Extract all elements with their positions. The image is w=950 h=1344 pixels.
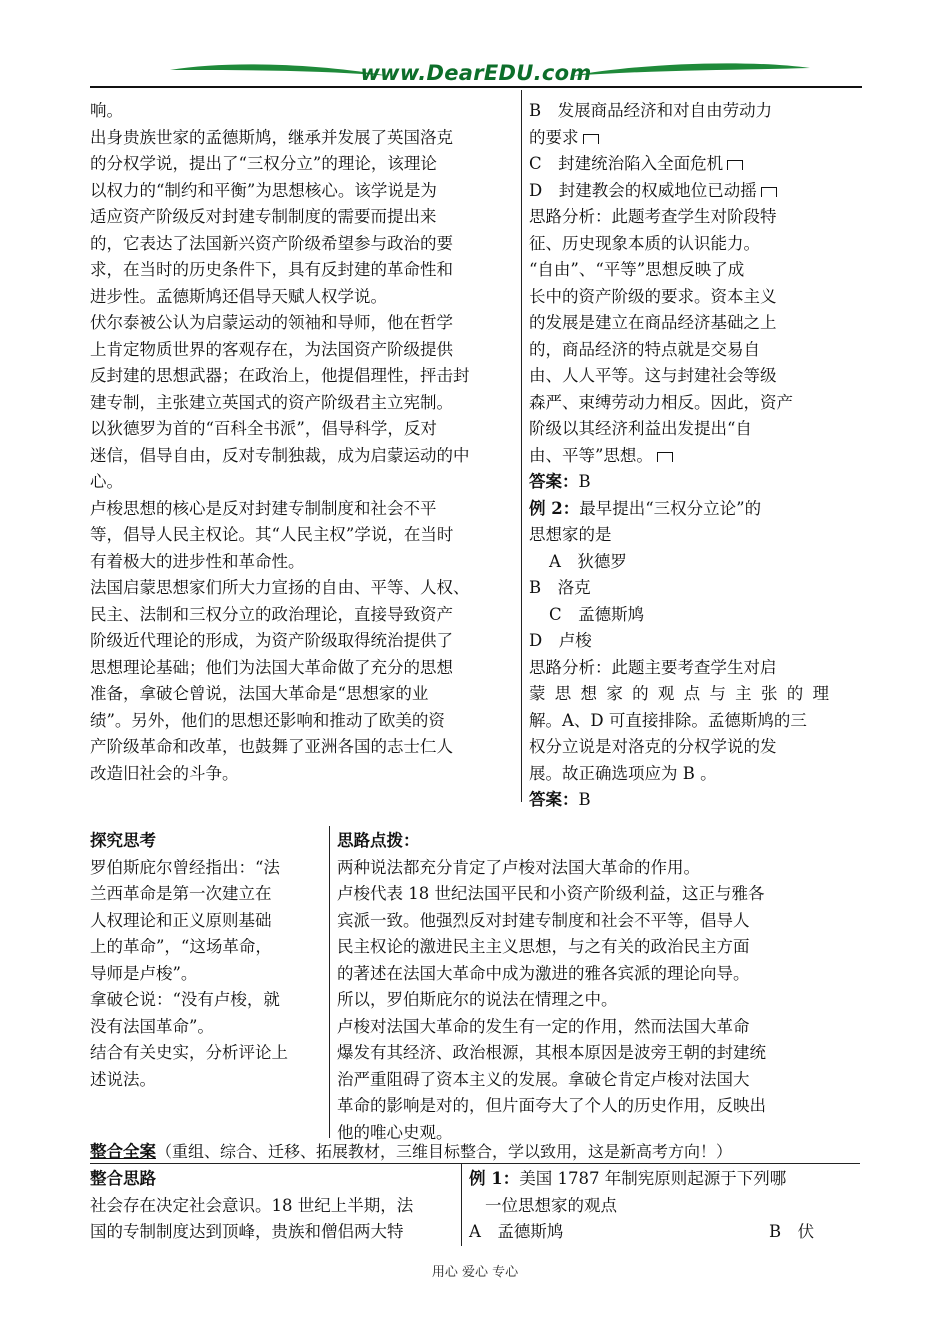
analysis-line: 的发展是建立在商品经济基础之上 — [529, 313, 777, 332]
left-line: 准备，拿破仑曾说，法国大革命是“思想家的业 — [90, 684, 429, 703]
answer-bracket-icon — [761, 187, 777, 197]
example-2-label: 例 2： — [529, 498, 580, 518]
answer-label: 答案： — [529, 472, 579, 491]
page-header — [90, 56, 862, 90]
explore-column-divider — [329, 826, 330, 1138]
example-2-question: 最早提出“三权分立论”的 — [579, 498, 762, 518]
right-column — [529, 98, 829, 814]
left-column — [90, 98, 514, 787]
ex2-option-a: A 狄德罗 — [549, 551, 627, 571]
integrate-left-line: 国的专制制度达到顶峰，贵族和僧侣两大特 — [90, 1222, 404, 1241]
hint-line: 的著述在法国大革命中成为激进的雅各宾派的理论向导。 — [337, 963, 750, 983]
integrate-left-line: 社会存在决定社会意识。18 世纪上半期，法 — [90, 1195, 414, 1215]
analysis-line: “自由”、“平等”思想反映了成 — [529, 260, 745, 279]
left-line: 求，在当时的历史条件下，具有反封建的革命性和 — [90, 260, 453, 279]
integrate-header — [90, 1139, 860, 1166]
left-line: 的，它表达了法国新兴资产阶级希望参与政治的要 — [90, 233, 453, 253]
left-line: 伏尔泰被公认为启蒙运动的领袖和导师，他在哲学 — [90, 313, 453, 332]
integrate-rule — [90, 1163, 860, 1164]
left-line: 阶级近代理论的形成，为资产阶级取得统治提供了 — [90, 631, 453, 650]
header-rule — [90, 86, 862, 88]
analysis-line: 森严、束缚劳动力相反。因此，资产 — [529, 392, 793, 412]
ex2-option-b: B 洛克 — [529, 578, 591, 597]
integrate-title: 整合全案 — [90, 1142, 156, 1161]
left-line: 适应资产阶级反对封建专制制度的需要而提出来 — [90, 207, 437, 226]
left-line: 绩”。另外，他们的思想还影响和推动了欧美的资 — [90, 710, 445, 730]
explore-line: 没有法国革命”。 — [90, 1016, 214, 1036]
analysis-line: 由、平等”思想。 — [529, 445, 653, 465]
option-c: C 封建统治陷入全面危机 — [529, 154, 724, 173]
analysis-line: 征、历史现象本质的认识能力。 — [529, 233, 760, 253]
analysis-line: 由、人人平等。这与封建社会等级 — [529, 366, 777, 385]
ex2-option-c: C 孟德斯鸠 — [549, 604, 645, 624]
example-2-question-cont: 思想家的是 — [529, 525, 612, 544]
hint-line: 革命的影响是对的，但片面夸大了个人的历史作用，反映出 — [337, 1096, 766, 1115]
left-line: 等，倡导人民主权论。其“人民主权”学说，在当时 — [90, 525, 454, 544]
left-line: 上肯定物质世界的客观存在，为法国资产阶级提供 — [90, 339, 453, 359]
upper-column-divider — [521, 90, 522, 802]
left-line: 迷信，倡导自由，反对专制独裁，成为启蒙运动的中 — [90, 445, 470, 465]
explore-line: 上的革命”，“这场革命， — [90, 937, 272, 956]
hint-line: 他的唯心史观。 — [337, 1122, 453, 1142]
analysis2-line: 展。故正确选项应为 B 。 — [529, 763, 717, 783]
left-line: 响。 — [90, 101, 123, 120]
integrate-subtitle: （重组、综合、迁移、拓展教材，三维目标整合，学以致用，这是新高考方向！） — [156, 1142, 733, 1161]
left-line: 建专制，主张建立英国式的资产阶级君主立宪制。 — [90, 392, 453, 412]
explore-line: 结合有关史实，分析评论上 — [90, 1043, 288, 1062]
answer-label: 答案： — [529, 790, 579, 809]
left-line: 有着极大的进步性和革命性。 — [90, 551, 305, 571]
hint-line: 宾派一致。他强烈反对封建专制度和社会不平等，倡导人 — [337, 910, 750, 930]
hint-line: 民主权论的激进民主主义思想，与之有关的政治民主方面 — [337, 937, 750, 956]
hint-line: 治严重阻碍了资本主义的发展。拿破仑肯定卢梭对法国大 — [337, 1069, 750, 1089]
page-footer: 用心 爱心 专心 — [431, 1265, 519, 1280]
left-line: 出身贵族世家的孟德斯鸠，继承并发展了英国洛克 — [90, 127, 453, 147]
answer-bracket-icon — [657, 452, 673, 462]
hint-line: 所以，罗伯斯庇尔的说法在情理之中。 — [337, 990, 618, 1009]
integrate-left-title: 整合思路 — [90, 1169, 156, 1188]
left-line: 以权力的“制约和平衡”为思想核心。该学说是为 — [90, 180, 437, 200]
ex2-option-d: D 卢梭 — [529, 631, 592, 650]
analysis-line: 阶级以其经济利益出发提出“自 — [529, 419, 752, 438]
hint-line: 爆发有其经济、政治根源，其根本原因是波旁王朝的封建统 — [337, 1043, 766, 1062]
analysis2-line: 解。A、D 可直接排除。孟德斯鸠的三 — [529, 710, 807, 730]
left-line: 产阶级革命和改革，也鼓舞了亚洲各国的志士仁人 — [90, 737, 453, 756]
left-line: 改造旧社会的斗争。 — [90, 763, 239, 783]
answer-bracket-icon — [583, 134, 599, 144]
explore-line: 述说法。 — [90, 1069, 156, 1089]
hint-line: 卢梭对法国大革命的发生有一定的作用，然而法国大革命 — [337, 1016, 750, 1036]
example-1-question: 美国 1787 年制宪原则起源于下列哪 — [519, 1169, 787, 1188]
explore-line: 人权理论和正义原则基础 — [90, 910, 272, 930]
ex1-option-a: A 孟德斯鸠 — [469, 1222, 564, 1241]
hint-column — [337, 828, 837, 1146]
left-line: 以狄德罗为首的“百科全书派”，倡导科学，反对 — [90, 419, 437, 438]
left-line: 进步性。孟德斯鸠还倡导天赋人权学说。 — [90, 286, 387, 306]
left-line: 卢梭思想的核心是反对封建专制制度和社会不平 — [90, 498, 437, 518]
left-line: 民主、法制和三权分立的政治理论，直接导致资产 — [90, 604, 453, 624]
explore-line: 导师是卢梭”。 — [90, 963, 198, 983]
option-d: D 封建教会的权威地位已动摇 — [529, 180, 757, 200]
explore-line: 拿破仑说：“没有卢梭，就 — [90, 990, 280, 1009]
left-line: 法国启蒙思想家们所大力宣扬的自由、平等、人权、 — [90, 578, 470, 597]
analysis2-line: 蒙思想家的观点与主张的理 — [529, 684, 829, 703]
left-line: 心。 — [90, 472, 123, 491]
left-line: 的分权学说，提出了“三权分立”的理论，该理论 — [90, 154, 437, 173]
answer-bracket-icon — [727, 160, 743, 170]
left-line: 反封建的思想武器；在政治上，他提倡理性，抨击封 — [90, 366, 470, 385]
hint-title: 思路点拨： — [337, 831, 420, 850]
hint-line: 卢梭代表 18 世纪法国平民和小资产阶级利益，这正与雅各 — [337, 884, 765, 903]
analysis2-line: 权分立说是对洛克的分权学说的发 — [529, 737, 777, 756]
answer-value: B — [578, 790, 591, 809]
option-b-line1: B 发展商品经济和对自由劳动力 — [529, 101, 773, 120]
explore-column — [90, 828, 324, 1093]
integrate-column-divider — [461, 1164, 462, 1246]
left-line: 思想理论基础；他们为法国大革命做了充分的思想 — [90, 657, 453, 677]
option-b-line2: 的要求 — [529, 127, 579, 147]
analysis-line: 长中的资产阶级的要求。资本主义 — [529, 286, 777, 306]
integrate-left-column — [90, 1166, 456, 1246]
explore-title: 探究思考 — [90, 831, 156, 850]
site-logo[interactable]: www.DearEDU.com — [360, 61, 592, 85]
example-1-question-cont: 一位思想家的观点 — [485, 1195, 617, 1215]
explore-line: 兰西革命是第一次建立在 — [90, 884, 272, 903]
ex1-option-b: B 伏 — [769, 1222, 815, 1241]
integrate-right-column — [469, 1166, 829, 1246]
analysis-line: 的，商品经济的特点就是交易自 — [529, 339, 760, 359]
answer-value: B — [578, 472, 591, 491]
hint-line: 两种说法都充分肯定了卢梭对法国大革命的作用。 — [337, 857, 700, 877]
analysis2-line: 思路分析：此题主要考查学生对启 — [529, 657, 777, 677]
example-1-label: 例 1： — [469, 1169, 520, 1188]
analysis-line: 思路分析：此题考查学生对阶段特 — [529, 207, 777, 226]
explore-line: 罗伯斯庇尔曾经指出：“法 — [90, 857, 280, 877]
